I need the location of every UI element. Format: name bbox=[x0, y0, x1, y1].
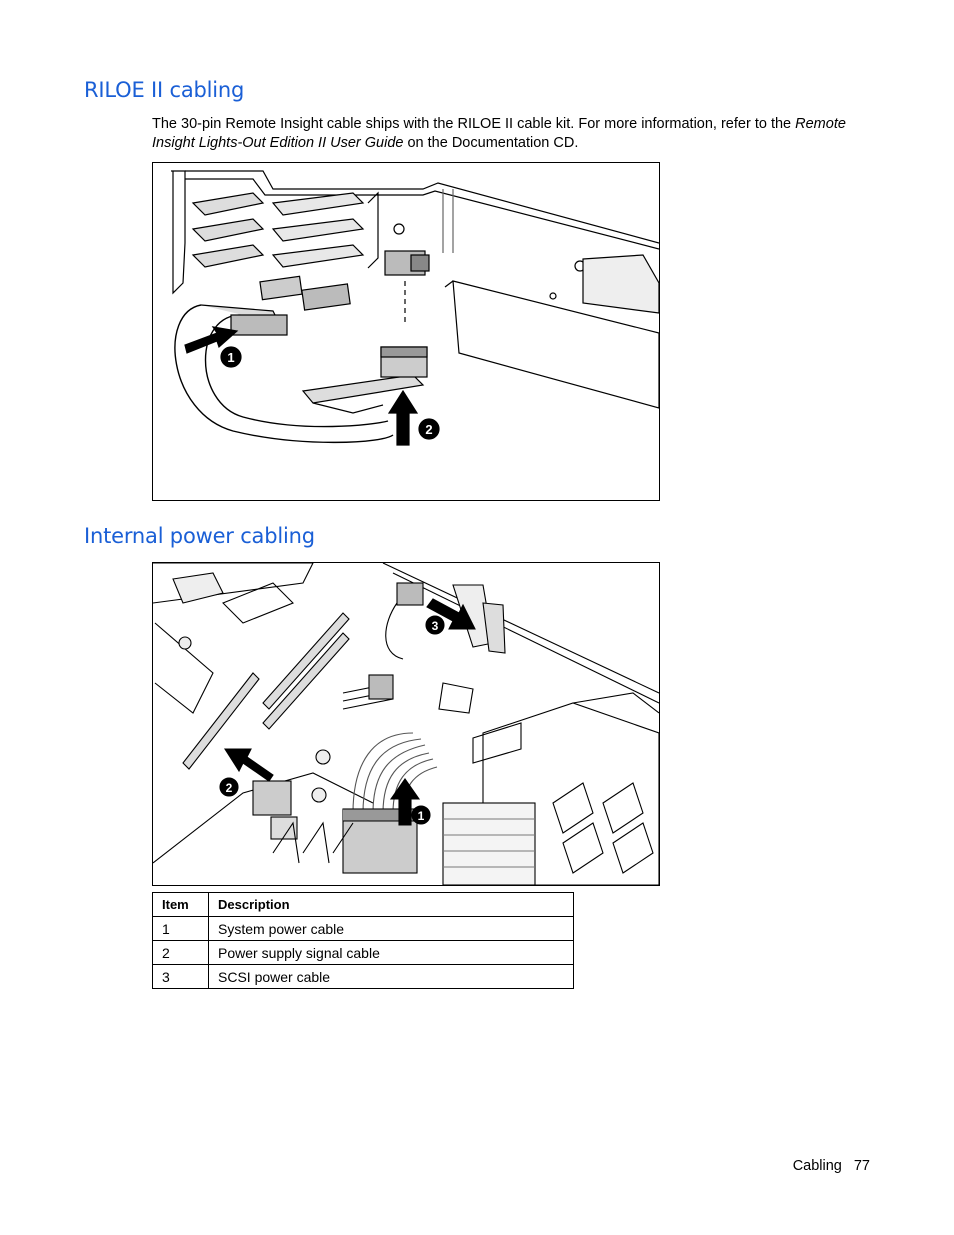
page-footer bbox=[793, 1158, 870, 1174]
riloe-cabling-illustration bbox=[152, 162, 660, 501]
callout-1: 1 bbox=[417, 809, 425, 823]
page-number: 77 bbox=[853, 1158, 870, 1174]
table-row bbox=[153, 965, 574, 989]
item-number: 1 bbox=[153, 917, 209, 941]
internal-power-cabling-illustration bbox=[152, 562, 660, 886]
item-description: Power supply signal cable bbox=[209, 941, 574, 965]
item-description: SCSI power cable bbox=[209, 965, 574, 989]
riloe-heading: RILOE II cabling bbox=[84, 78, 245, 102]
user-guide-title: Remote Insight Lights-Out Edition II User Guide bbox=[152, 116, 846, 151]
table-header-row bbox=[153, 893, 574, 917]
riloe-paragraph-text-1: The 30-pin Remote Insight cable ships with the RILOE II cable kit. For more information, refer to the bbox=[152, 116, 796, 132]
table-row bbox=[153, 941, 574, 965]
callout-3: 3 bbox=[431, 619, 439, 633]
item-description: System power cable bbox=[209, 917, 574, 941]
riloe-paragraph-text-2: on the Documentation CD. bbox=[403, 135, 579, 151]
callout-2: 2 bbox=[425, 422, 433, 437]
item-description-table bbox=[152, 892, 574, 989]
footer-section: Cabling bbox=[792, 1158, 842, 1174]
callout-2: 2 bbox=[225, 781, 233, 795]
power-heading: Internal power cabling bbox=[84, 524, 315, 548]
item-number: 3 bbox=[153, 965, 209, 989]
header-item: Item bbox=[153, 893, 209, 917]
riloe-paragraph bbox=[152, 115, 852, 153]
table-row bbox=[153, 917, 574, 941]
item-number: 2 bbox=[153, 941, 209, 965]
header-description: Description bbox=[209, 893, 574, 917]
callout-1: 1 bbox=[227, 350, 235, 365]
